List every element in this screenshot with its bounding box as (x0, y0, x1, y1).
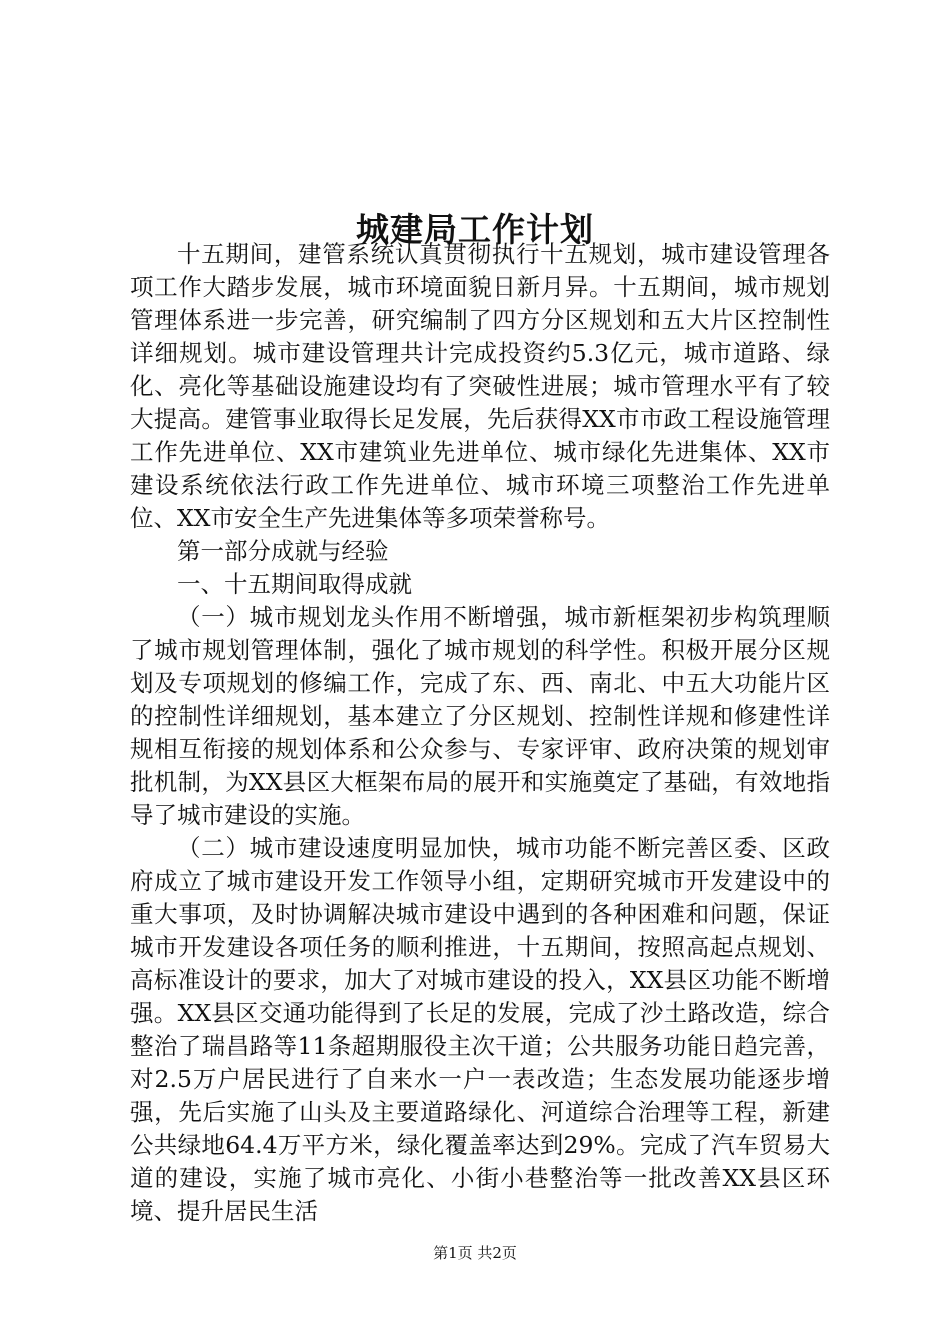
paragraph-construction: （二）城市建设速度明显加快，城市功能不断完善区委、区政府成立了城市建设开发工作领导小组，定期研究城市开发建设中的重大事项，及时协调解决城市建设中遇到的各种困难和问题，保证城市开发建设各项任务的顺利推进，十五期间，按照高起点规划、高标准设计的要求，加大了对城市建设的投入，XX县区功能不断增强。XX县区交通功能得到了长足的发展，完成了沙土路改造，综合整治了瑞昌路等11条超期服役主次干道；公共服务功能日趋完善，对2.5万户居民进行了自来水一户一表改造；生态发展功能逐步增强，先后实施了山头及主要道路绿化、河道综合治理等工程，新建公共绿地64.4万平方米，绿化覆盖率达到29%。完成了汽车贸易大道的建设，实施了城市亮化、小街小巷整治等一批改善XX县区环境、提升居民生活 (130, 834, 830, 1225)
intro-paragraph: 十五期间，建管系统认真贯彻执行十五规划，城市建设管理各项工作大踏步发展，城市环境面貌日新月异。十五期间，城市规划管理体系进一步完善，研究编制了四方分区规划和五大片区控制性详细规划。城市建设管理共计完成投资约5.3亿元，城市道路、绿化、亮化等基础设施建设均有了突破性进展；城市管理水平有了较大提高。建管事业取得长足发展，先后获得XX市市政工程设施管理工作先进单位、XX市建筑业先进单位、城市绿化先进集体、XX市建设系统依法行政工作先进单位、城市环境三项整治工作先进单位、XX市安全生产先进集体等多项荣誉称号。 (130, 240, 830, 532)
document-body (130, 238, 830, 1228)
paragraph-planning: （一）城市规划龙头作用不断增强，城市新框架初步构筑理顺了城市规划管理体制，强化了城市规划的科学性。积极开展分区规划及专项规划的修编工作，完成了东、西、南北、中五大功能片区的控制性详细规划，基本建立了分区规划、控制性详规和修建性详规相互衔接的规划体系和公众参与、专家评审、政府决策的规划审批机制，为XX县区大框架布局的展开和实施奠定了基础，有效地指导了城市建设的实施。 (130, 603, 830, 829)
page-footer: 第1页 共2页 (433, 1244, 517, 1262)
document-title: 城建局工作计划 (356, 210, 594, 250)
subsection-heading: 一、十五期间取得成就 (177, 570, 412, 598)
section-heading: 第一部分成就与经验 (177, 537, 389, 565)
